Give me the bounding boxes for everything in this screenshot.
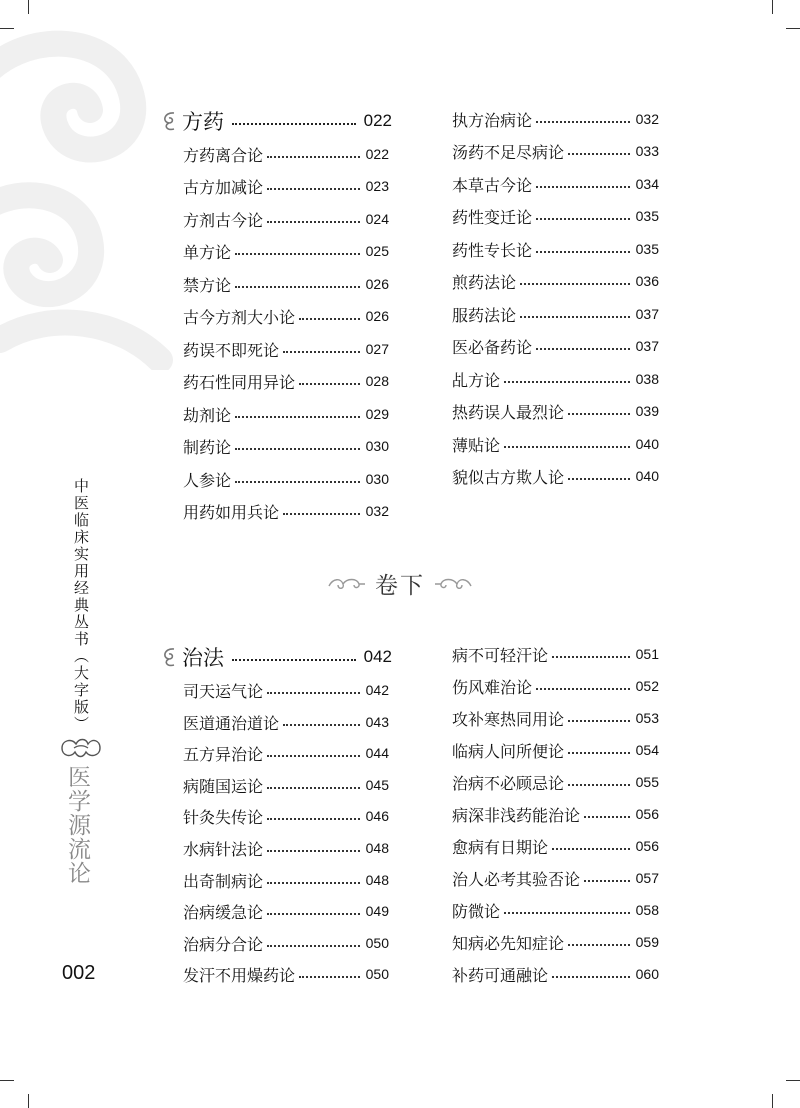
toc-entry-page: 050 [365,935,389,951]
leader-dots [568,478,630,480]
toc-entry-title: 知病必先知症论 [452,933,565,953]
cloud-ornament-icon [327,574,367,592]
leader-dots [267,787,360,789]
toc-entry[interactable] [183,175,389,197]
toc-entry[interactable] [452,739,659,761]
toc-entry-page: 026 [365,308,389,324]
toc-entry-title: 单方论 [183,242,232,262]
toc-entry-page: 056 [635,806,659,822]
section-page: 022 [363,111,392,130]
toc-entry-page: 054 [635,742,659,758]
toc-entry-title: 治病分合论 [183,934,264,954]
toc-entry-title: 劫剂论 [183,405,232,425]
leader-dots [299,976,360,978]
book-title: 医学源流论 [64,765,90,885]
leader-dots [568,720,630,722]
toc-entry[interactable] [452,963,659,985]
leader-dots [568,153,630,155]
leader-dots [584,880,630,882]
toc-entry[interactable] [183,240,389,262]
toc-entry-title: 乩方论 [452,370,501,390]
toc-entry[interactable] [452,707,659,729]
leader-dots [504,446,630,448]
cloud-ornament-icon [433,574,473,592]
leader-dots [568,752,630,754]
toc-entry[interactable] [183,468,389,490]
leader-dots [536,348,630,350]
toc-entry-title: 用药如用兵论 [183,502,280,522]
cloud-ornament-icon [58,736,104,760]
toc-entry[interactable] [452,205,659,227]
leader-dots [504,912,630,914]
toc-entry-title: 防微论 [452,901,501,921]
toc-entry-title: 愈病有日期论 [452,837,549,857]
toc-entry[interactable] [183,900,389,922]
toc-entry-title: 煎药法论 [452,272,517,292]
toc-entry[interactable] [452,400,659,422]
toc-entry-page: 040 [635,468,659,484]
page-number: 002 [62,962,96,984]
toc-entry[interactable] [183,869,389,891]
toc-entry-title: 医道通治道论 [183,713,280,733]
toc-entry-page: 050 [365,966,389,982]
leader-dots [235,481,360,483]
toc-entry-title: 攻补寒热同用论 [452,709,565,729]
toc-entry-page: 035 [635,208,659,224]
toc-entry[interactable] [183,435,389,457]
leader-dots [568,944,630,946]
toc-entry-page: 056 [635,838,659,854]
toc-entry-page: 030 [365,471,389,487]
toc-entry[interactable] [452,465,659,487]
toc-entry-title: 发汗不用燥药论 [183,965,296,985]
leader-dots [267,692,360,694]
toc-entry-page: 032 [635,111,659,127]
toc-entry[interactable] [183,403,389,425]
section-page: 042 [363,647,392,666]
crop-mark [786,28,800,29]
toc-entry-page: 043 [365,714,389,730]
toc-entry-title: 医必备药论 [452,337,533,357]
toc-entry-title: 药石性同用异论 [183,372,296,392]
toc-entry[interactable] [183,273,389,295]
crop-mark [772,1094,773,1108]
toc-entry-page: 024 [365,211,389,227]
toc-entry-title: 针灸失传论 [183,807,264,827]
leader-dots [267,818,360,820]
toc-entry[interactable] [183,963,389,985]
section-heading-fangyao[interactable] [160,108,392,134]
leader-dots [552,848,630,850]
leader-dots [552,656,630,658]
toc-entry[interactable] [183,932,389,954]
toc-entry-page: 036 [635,273,659,289]
toc-entry-page: 048 [365,872,389,888]
toc-entry-page: 027 [365,341,389,357]
toc-entry[interactable] [183,500,389,522]
toc-entry[interactable] [452,140,659,162]
toc-entry-page: 049 [365,903,389,919]
toc-entry-page: 023 [365,178,389,194]
volume-title: 卷下 [375,572,425,599]
toc-entry-page: 039 [635,403,659,419]
leader-dots [536,251,630,253]
toc-entry-title: 执方治病论 [452,110,533,130]
toc-entry[interactable] [183,208,389,230]
toc-entry[interactable] [452,108,659,130]
toc-entry-title: 热药误人最烈论 [452,402,565,422]
toc-entry[interactable] [183,742,389,764]
toc-entry-title: 司天运气论 [183,681,264,701]
toc-entry-title: 古今方剂大小论 [183,307,296,327]
toc-entry-title: 本草古今论 [452,175,533,195]
toc-entry-title: 病深非浅药能治论 [452,805,581,825]
leader-dots [536,186,630,188]
leader-dots [568,784,630,786]
cloud-watermark [0,10,200,370]
toc-entry[interactable] [183,143,389,165]
leader-dots [235,416,360,418]
leader-dots [232,123,356,125]
toc-entry-page: 037 [635,338,659,354]
toc-entry[interactable] [452,771,659,793]
toc-entry[interactable] [183,774,389,796]
toc-entry-title: 禁方论 [183,275,232,295]
toc-entry-title: 五方异治论 [183,744,264,764]
toc-entry[interactable] [183,805,389,827]
toc-entry-title: 人参论 [183,470,232,490]
leader-dots [267,755,360,757]
toc-entry-page: 038 [635,371,659,387]
toc-entry-page: 042 [365,682,389,698]
toc-entry-page: 060 [635,966,659,982]
series-title: 中医临床实用经典丛书（大字版） [72,478,90,733]
toc-entry-title: 伤风难治论 [452,677,533,697]
section-heading-zhifa[interactable] [160,644,392,670]
toc-entry[interactable] [183,711,389,733]
toc-entry-page: 051 [635,646,659,662]
toc-entry-page: 046 [365,808,389,824]
leader-dots [536,121,630,123]
volume-banner [0,566,800,600]
leader-dots [283,513,360,515]
toc-entry-title: 薄贴论 [452,435,501,455]
leader-dots [299,383,360,385]
toc-entry-page: 029 [365,406,389,422]
leader-dots [536,218,630,220]
crop-mark [28,1094,29,1108]
leader-dots [299,318,360,320]
toc-entry[interactable] [452,867,659,889]
crop-mark [772,0,773,14]
toc-entry-title: 治病不必顾忌论 [452,773,565,793]
toc-entry-page: 025 [365,243,389,259]
toc-entry-title: 汤药不足尽病论 [452,142,565,162]
toc-entry[interactable] [452,335,659,357]
toc-entry[interactable] [452,238,659,260]
crop-mark [0,1080,14,1081]
toc-entry[interactable] [183,370,389,392]
toc-entry-page: 030 [365,438,389,454]
toc-entry[interactable] [183,837,389,859]
toc-entry-title: 病随国运论 [183,776,264,796]
toc-entry-title: 药性变迁论 [452,207,533,227]
toc-entry-page: 048 [365,840,389,856]
toc-entry-page: 032 [365,503,389,519]
toc-entry-title: 出奇制病论 [183,871,264,891]
toc-entry-title: 古方加减论 [183,177,264,197]
toc-entry-page: 055 [635,774,659,790]
crop-mark [786,1080,800,1081]
toc-entry-title: 临病人问所便论 [452,741,565,761]
toc-entry-title: 方剂古今论 [183,210,264,230]
toc-entry-title: 水病针法论 [183,839,264,859]
toc-entry-title: 治病缓急论 [183,902,264,922]
leader-dots [520,283,630,285]
leader-dots [267,188,360,190]
leader-dots [267,882,360,884]
toc-entry[interactable] [183,305,389,327]
toc-entry-page: 022 [365,146,389,162]
swirl-icon [160,110,178,132]
toc-entry[interactable] [452,803,659,825]
section-title: 治法 [182,646,224,670]
toc-entry[interactable] [452,173,659,195]
leader-dots [584,816,630,818]
toc-entry[interactable] [452,643,659,665]
toc-entry-page: 026 [365,276,389,292]
leader-dots [235,253,360,255]
toc-entry[interactable] [452,675,659,697]
toc-entry[interactable] [452,368,659,390]
toc-entry-page: 058 [635,902,659,918]
toc-entry-page: 037 [635,306,659,322]
toc-entry-page: 052 [635,678,659,694]
toc-entry[interactable] [452,303,659,325]
section-title: 方药 [182,110,224,134]
toc-entry-page: 035 [635,241,659,257]
toc-entry-page: 045 [365,777,389,793]
leader-dots [232,659,356,661]
toc-entry[interactable] [452,899,659,921]
leader-dots [267,945,360,947]
toc-entry-title: 貌似古方欺人论 [452,467,565,487]
leader-dots [568,413,630,415]
toc-entry-title: 治人必考其验否论 [452,869,581,889]
leader-dots [520,316,630,318]
leader-dots [267,850,360,852]
leader-dots [267,221,360,223]
leader-dots [235,286,360,288]
leader-dots [235,448,360,450]
toc-entry[interactable] [183,338,389,360]
toc-entry-title: 补药可通融论 [452,965,549,985]
toc-entry-page: 059 [635,934,659,950]
toc-entry[interactable] [452,835,659,857]
toc-entry-page: 033 [635,143,659,159]
toc-entry-title: 方药离合论 [183,145,264,165]
toc-entry-title: 病不可轻汗论 [452,645,549,665]
swirl-icon [160,646,178,668]
toc-entry-title: 制药论 [183,437,232,457]
leader-dots [267,156,360,158]
toc-entry[interactable] [452,433,659,455]
toc-entry[interactable] [452,931,659,953]
leader-dots [283,351,360,353]
toc-entry[interactable] [183,679,389,701]
toc-entry-page: 057 [635,870,659,886]
toc-entry-title: 药误不即死论 [183,340,280,360]
toc-entry-page: 040 [635,436,659,452]
leader-dots [552,976,630,978]
leader-dots [267,913,360,915]
toc-entry-page: 034 [635,176,659,192]
leader-dots [504,381,630,383]
toc-entry-page: 053 [635,710,659,726]
leader-dots [283,724,360,726]
toc-entry-page: 044 [365,745,389,761]
toc-entry-title: 服药法论 [452,305,517,325]
leader-dots [536,688,630,690]
toc-entry-page: 028 [365,373,389,389]
toc-entry-title: 药性专长论 [452,240,533,260]
toc-entry[interactable] [452,270,659,292]
